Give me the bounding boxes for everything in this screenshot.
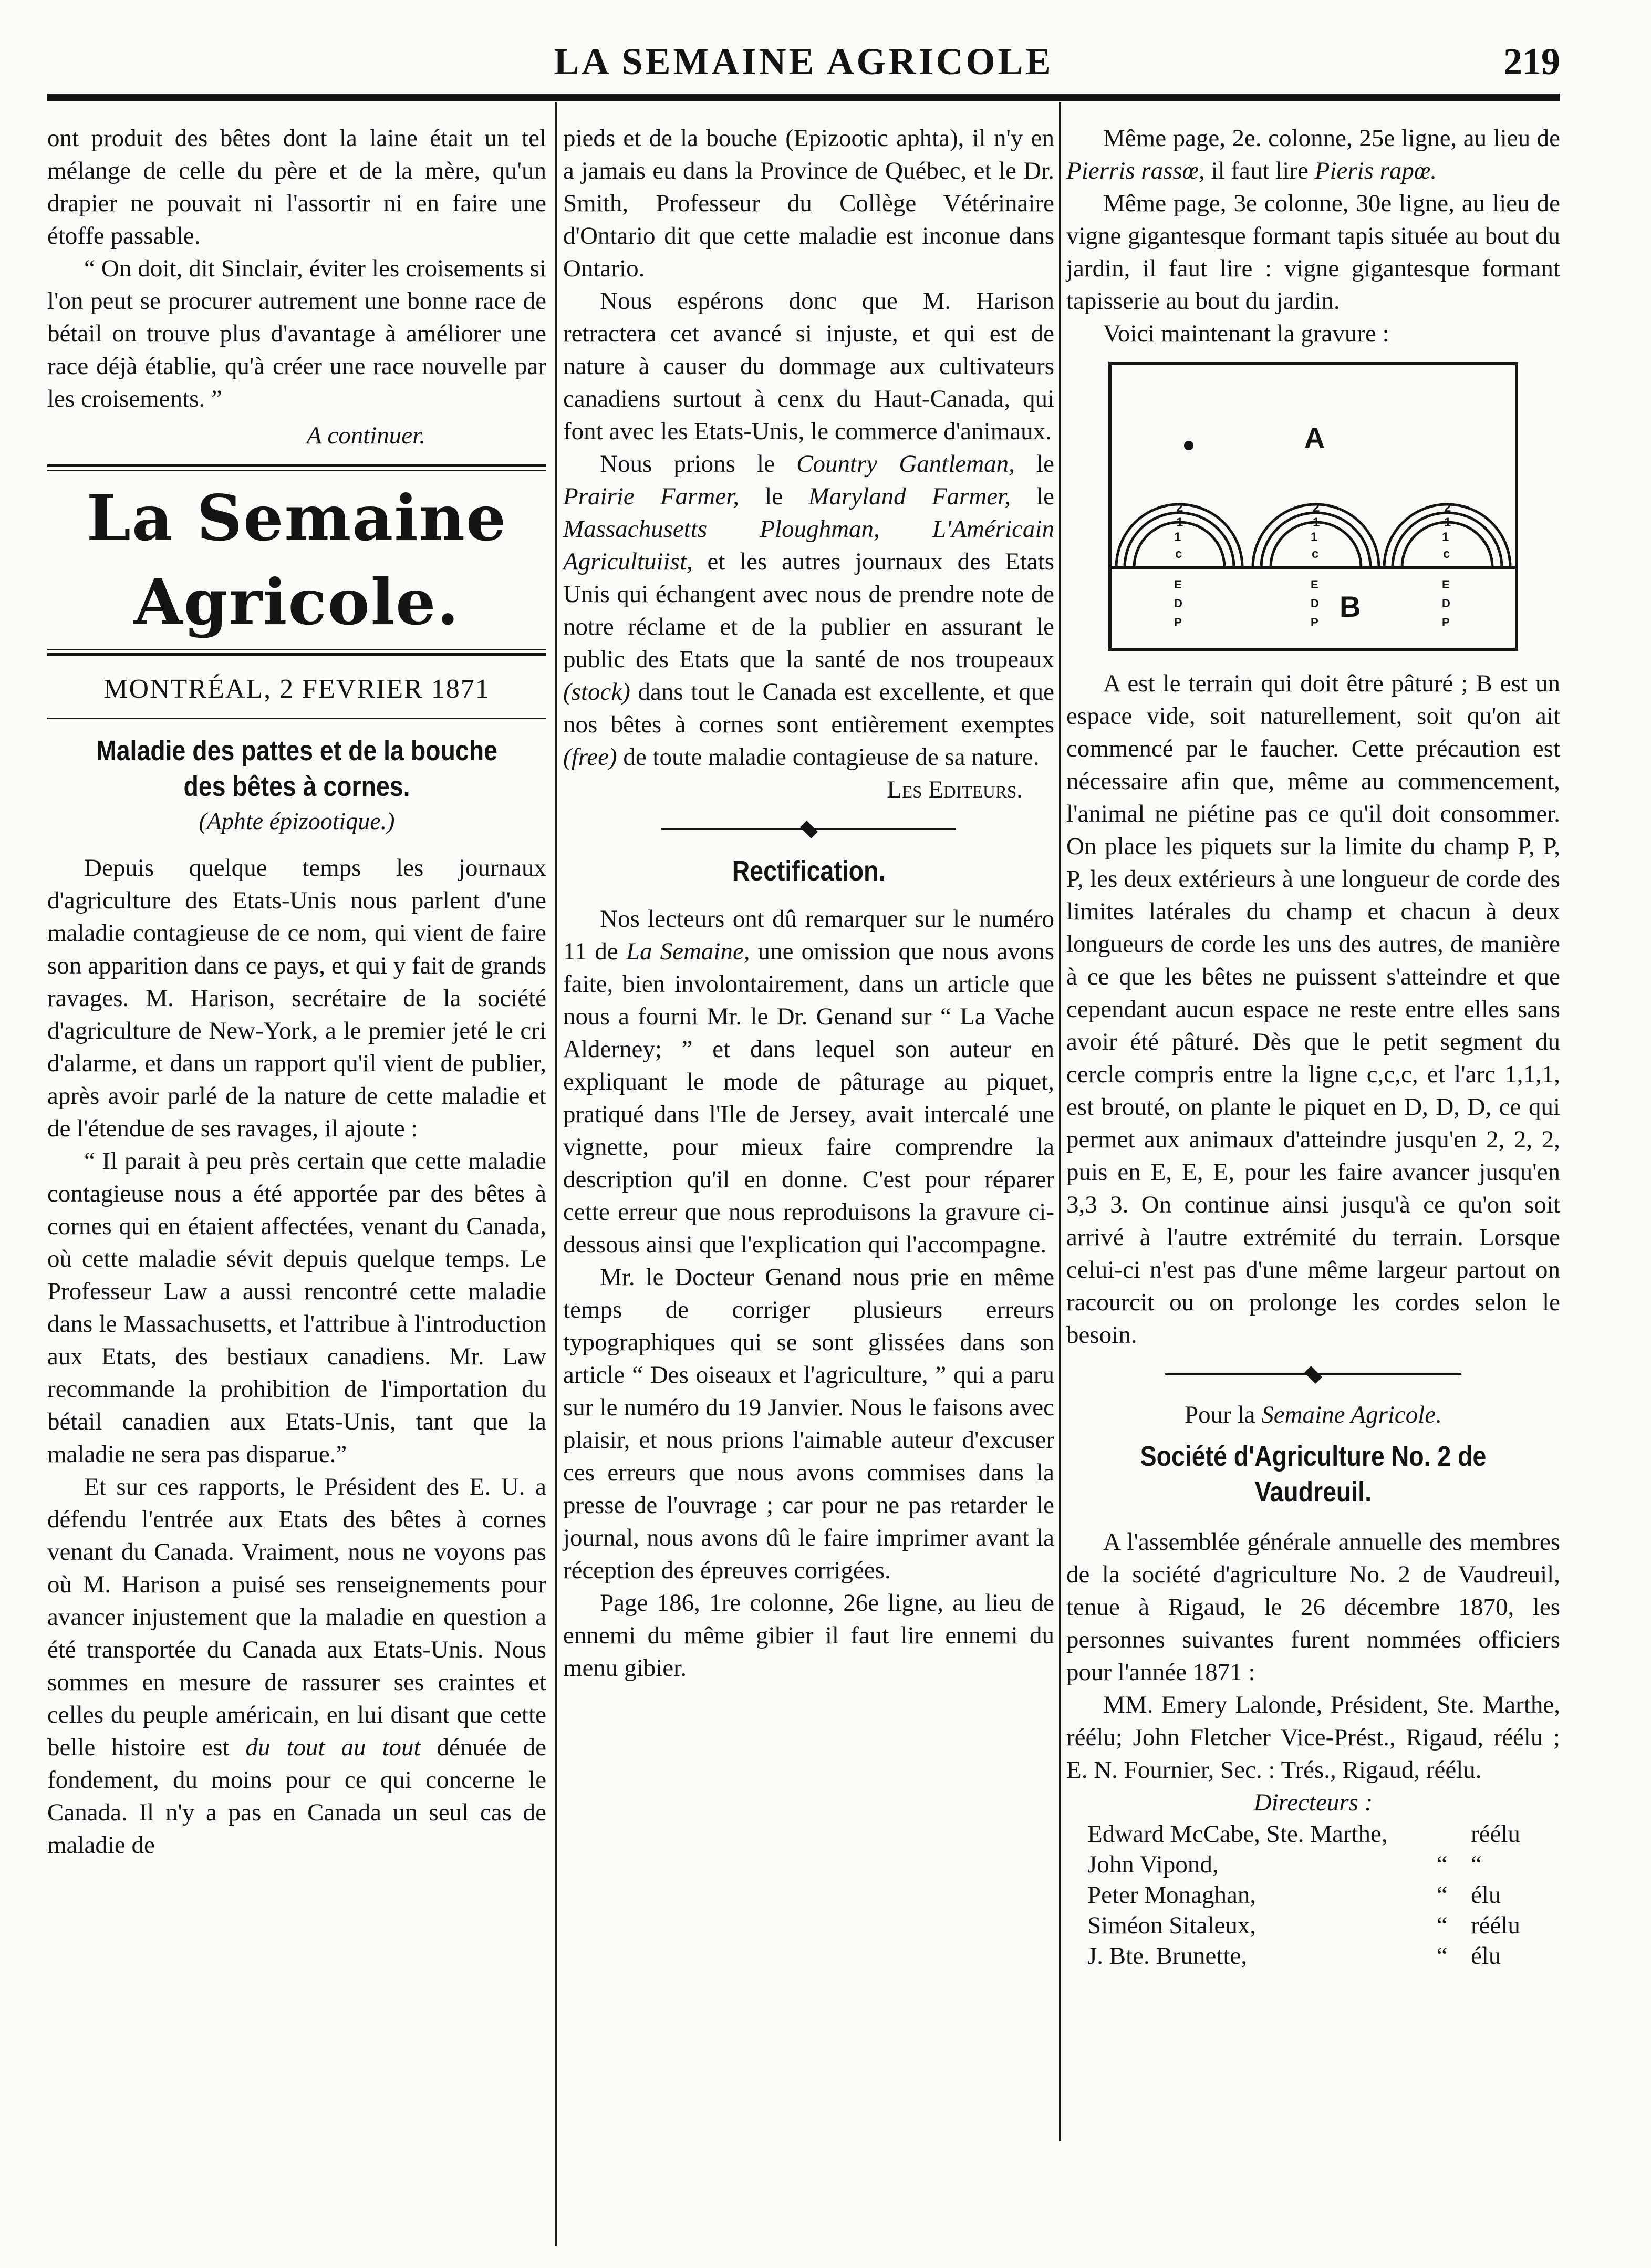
table-row	[1066, 1849, 1560, 1880]
text-run: dans tout le Canada est excellente, et que nos bêtes à cornes sont entièrement exemptes	[563, 678, 1055, 738]
paragraph: Page 186, 1re colonne, 26e ligne, au lieu de ennemi du même gibier il faut lire ennemi du menu gibier.	[563, 1589, 1054, 1682]
paragraph: ont produit des bêtes dont la laine était un tel mélange de celle du père et de la mère, qu'un drapier ne pouvait ni l'assortir ni en faire une étoffe passable.	[47, 125, 546, 250]
paragraph: “ On doit, dit Sinclair, éviter les croisements si l'on peut se procurer autrement une bonne race de bétail on trouve plus d'avantage à améliorer une race déjà établie, qu'à créer une race nouvelle par les croisements. ”	[47, 255, 546, 412]
pasture-engraving	[1106, 359, 1521, 654]
paragraph: Mr. le Docteur Genand nous prie en même temps de corriger plusieurs erreurs typographiques qui se sont glissées dans son article “ Des oiseaux et l'agriculture, ” qui a paru sur le numéro du 19 Janvier. Nous le faisons avec plaisir, et nous prions l'aimable auteur d'excuser ces erreurs que nous avons commises dans la presse de l'ouvrage ; car pour ne pas retarder le journal, nous avons dû le faire imprimer avant la réception des épreuves corrigées.	[563, 1264, 1054, 1584]
paragraph: A est le terrain qui doit être pâturé ; B est un espace vide, soit naturellement, soit qu'on ait commencé par le faucher. Cette précaution est nécessaire afin que, même au commencement, l'animal ne piétine pas ce qu'il doit consommer. On place les piquets sur la limite du champ P, P, P, les deux extérieurs à une longueur de corde des limites latérales du champ et chacun à deux longueurs de corde les uns des autres, de manière à ce que les bêtes ne puissent s'atteindre et que cependant aucun espace ne reste entre elles sans avoir été pâturé. Dès que le petit segment du cercle compris entre la ligne c,c,c, et l'arc 1,1,1, est brouté, on plante le piquet en D, D, D, ce qui permet aux animaux d'atteindre jusqu'en 2, 2, 2, puis en E, E, E, pour les faire avancer jusqu'en 3,3 3. On continue ainsi jusqu'à ce qu'on soit arrivé à l'autre extrémité du terrain. Lorsque celui-ci n'est pas d'une même largeur partout on racourcit ou on prolonge les cordes selon le besoin.	[1066, 670, 1560, 1349]
stake-p: P	[1311, 616, 1318, 629]
director-ditto: “	[1436, 1942, 1448, 1970]
dateline-rule	[47, 718, 546, 719]
director-ditto: “	[1436, 1912, 1448, 1939]
column-1	[47, 122, 546, 1861]
arc-number: 1	[1176, 515, 1183, 530]
arc-number: 1	[1444, 515, 1451, 530]
column-3	[1066, 122, 1560, 1971]
arc-number: 2	[1313, 501, 1320, 515]
stake-labels	[1174, 578, 1450, 629]
text-run: et les autres journaux des Etats Unis qui échangent avec nous de prendre note de notre réclame et de la publier en assurant le public des Etats que la santé de nos troupeaux	[563, 548, 1054, 673]
column-rule-1	[555, 102, 557, 2246]
row-label-c: c	[1443, 547, 1450, 561]
masthead: La Semaine Agricole.	[86, 481, 507, 639]
stake-e: E	[1442, 578, 1450, 591]
row-label-c: c	[1312, 547, 1319, 561]
table-row	[1066, 1880, 1560, 1910]
director-status: élu	[1471, 1881, 1501, 1909]
paragraph	[563, 448, 1054, 773]
stake-d: D	[1174, 597, 1182, 610]
article-title: Rectification.	[732, 855, 886, 887]
italic-text: Pierris rassœ,	[1066, 157, 1205, 184]
directors-table	[1066, 1819, 1560, 1971]
directors-heading: Directeurs :	[1253, 1789, 1373, 1816]
paragraph	[47, 1470, 546, 1861]
text-run: Même page, 2e. colonne, 25e ligne, au lieu de	[1103, 125, 1560, 152]
article-title: Société d'Agriculture No. 2 de Vaudreuil.	[1140, 1441, 1487, 1508]
arc-number: 1	[1311, 530, 1318, 544]
figure-label-b: B	[1340, 590, 1361, 623]
page-number: 219	[1503, 40, 1560, 82]
dot-mark	[1184, 441, 1193, 450]
arc-number: 1	[1442, 530, 1449, 544]
text-run: il faut lire	[1211, 157, 1309, 184]
italic-text: du tout au tout	[245, 1734, 421, 1761]
running-title: LA SEMAINE AGRICOLE	[554, 40, 1054, 82]
paragraph: pieds et de la bouche (Epizootic aphta), il n'y en a jamais eu dans la Province de Québec, et le Dr. Smith, Professeur du Collège Vétérinaire d'Ontario dit que cette maladie est inconue dans Ontario.	[563, 125, 1054, 282]
italic-text: Pieris rapœ.	[1314, 157, 1437, 184]
text-run: Nous prions le	[600, 450, 775, 478]
director-name: Siméon Sitaleux,	[1087, 1912, 1257, 1939]
pasture-diagram	[1106, 359, 1521, 654]
running-head	[47, 33, 1560, 90]
italic-text: Maryland Farmer,	[808, 483, 1011, 510]
article-title: Maladie des pattes et de la bouche des bêtes à cornes.	[96, 735, 497, 802]
signature: Les Editeurs.	[887, 776, 1023, 803]
table-row	[1066, 1819, 1560, 1849]
paragraph: Voici maintenant la gravure :	[1103, 320, 1389, 347]
masthead-rule	[47, 649, 546, 656]
to-be-continued: A continuer.	[306, 422, 425, 449]
italic-text: Prairie Farmer,	[563, 483, 740, 510]
text-run: le	[1036, 483, 1055, 510]
text-run: une omission que nous avons faite, bien involontairement, dans un article que nous a fourni Mr. le Dr. Genand sur “ La Vache Alderney; ” et dans lequel son auteur en expliquant le mode de pâturage au piquet, pratiqué dans l'Ile de Jersey, avait intercalé une vignette, pour mieux faire comprendre la description qu'il en donne. C'est pour réparer cette erreur que nous reproduisons la gravure ci-dessous ainsi que l'explication qui l'accompagne.	[563, 938, 1055, 1258]
column-rule-2	[1059, 102, 1061, 2141]
arc-number: 1	[1174, 530, 1181, 544]
dateline: MONTRÉAL, 2 FEVRIER 1871	[103, 674, 490, 704]
stake-p: P	[1174, 616, 1182, 629]
italic-text: Massachusetts Ploughman,	[563, 515, 880, 543]
byline	[1066, 1399, 1560, 1431]
stake-e: E	[1174, 578, 1182, 591]
table-row	[1066, 1941, 1560, 1971]
ornament-divider	[563, 816, 1054, 843]
masthead-rule	[47, 464, 546, 471]
paragraph: Depuis quelque temps les journaux d'agriculture des Etats-Unis nous parlent d'une maladie contagieuse de ce nom, qui vient de faire son apparition dans ce pays, et qui y fait de grands ravages. M. Harison, secrétaire de la société d'agriculture de New-York, a le premier jeté le cri d'alarme, et dans un rapport qu'il vient de publier, après avoir parlé de la nature de cette maladie et de l'étendue de ses ravages, il ajoute :	[47, 854, 546, 1142]
table-row	[1066, 1910, 1560, 1941]
director-ditto: “	[1436, 1881, 1448, 1909]
italic-text: La Semaine,	[626, 938, 750, 965]
italic-text: Semaine Agricole.	[1261, 1401, 1442, 1428]
director-status: “	[1471, 1851, 1482, 1878]
paragraph: Nous espérons donc que M. Harison retractera cet avancé si injuste, et qui est de nature à causer du dommage aux cultivateurs canadiens surtout à cenx du Haut-Canada, qui font avec les Etats-Unis, le commerce d'animaux.	[563, 287, 1054, 445]
article-subtitle: (Aphte épizootique.)	[199, 807, 395, 834]
text-run: Pour la	[1185, 1401, 1255, 1428]
text-run: dénuée de fondement, du moins pour ce qui concerne le Canada. Il n'y a pas en Canada un seul cas de maladie de	[47, 1734, 547, 1859]
stake-d: D	[1442, 597, 1450, 610]
director-status: réélu	[1471, 1912, 1520, 1939]
text-run: Et sur ces rapports, le Président des E. U. a défendu l'entrée aux Etats des bêtes à cornes venant du Canada. Vraiment, nous ne voyons pas où M. Harison a puisé ses renseignements pour avancer injustement que la maladie en question a été transportée du Canada aux Etats-Unis. Nous sommes en mesure de rassurer ses craintes et celles du peuple américain, en lui disant que cette belle histoire est	[47, 1473, 546, 1761]
director-status: élu	[1471, 1942, 1501, 1970]
director-name: John Vipond,	[1087, 1851, 1219, 1878]
text-run: de toute maladie contagieuse de sa nature.	[623, 743, 1040, 771]
italic-text: (free)	[563, 743, 617, 771]
paragraph: “ Il parait à peu près certain que cette maladie contagieuse nous a été apportée par des bêtes à cornes qui en étaient affectées, venant du Canada, où cette maladie sévit depuis quelque temps. Le Professeur Law a aussi rencontré cette maladie dans le Massachusetts, et l'attribue à l'introduction aux Etats, des bestiaux canadiens. Mr. Law recommande la prohibition de l'importation du bétail canadien aux Etats-Unis, tant que la maladie ne sera pas disparue.”	[47, 1147, 546, 1468]
text-run: le	[1036, 450, 1055, 478]
paragraph	[1066, 122, 1560, 187]
paragraph: MM. Emery Lalonde, Président, Ste. Marthe, réélu; John Fletcher Vice-Prést., Rigaud, réélu ; E. N. Fournier, Sec. : Trés., Rigaud, réélu.	[1066, 1691, 1560, 1784]
director-name: Peter Monaghan,	[1087, 1881, 1257, 1909]
text-run: Nos lecteurs ont dû remarquer sur le numéro 11 de	[563, 905, 1054, 965]
row-label-c: c	[1175, 547, 1182, 561]
stake-d: D	[1311, 597, 1319, 610]
arc-number: 1	[1313, 515, 1320, 530]
paragraph	[563, 903, 1054, 1261]
italic-text: (stock)	[563, 678, 630, 706]
italic-text: L'Américain Agricultuiist,	[563, 515, 1054, 575]
director-name: J. Bte. Brunette,	[1087, 1942, 1248, 1970]
director-status: réélu	[1471, 1820, 1520, 1848]
arc-number: 2	[1444, 501, 1451, 515]
arc-labels	[1174, 501, 1451, 561]
director-ditto	[1413, 1819, 1471, 1849]
figure-label-a: A	[1304, 422, 1325, 454]
director-name: Edward McCabe, Ste. Marthe,	[1087, 1820, 1388, 1848]
header-rule	[47, 94, 1560, 101]
director-ditto: “	[1436, 1851, 1448, 1878]
stake-p: P	[1442, 616, 1450, 629]
text-run: le	[765, 483, 783, 510]
column-2	[563, 122, 1054, 1684]
stake-e: E	[1311, 578, 1318, 591]
arc-number: 2	[1176, 501, 1183, 515]
ornament-divider	[1066, 1362, 1560, 1388]
italic-text: Country Gantleman,	[796, 450, 1015, 478]
paragraph: A l'assemblée générale annuelle des membres de la société d'agriculture No. 2 de Vaudreuil, tenue à Rigaud, le 26 décembre 1870, les personnes suivantes furent nommées officiers pour l'année 1871 :	[1066, 1528, 1560, 1686]
paragraph: Même page, 3e colonne, 30e ligne, au lieu de vigne gigantesque formant tapis située au bout du jardin, il faut lire : vigne gigantesque formant tapisserie au bout du jardin.	[1066, 190, 1560, 315]
